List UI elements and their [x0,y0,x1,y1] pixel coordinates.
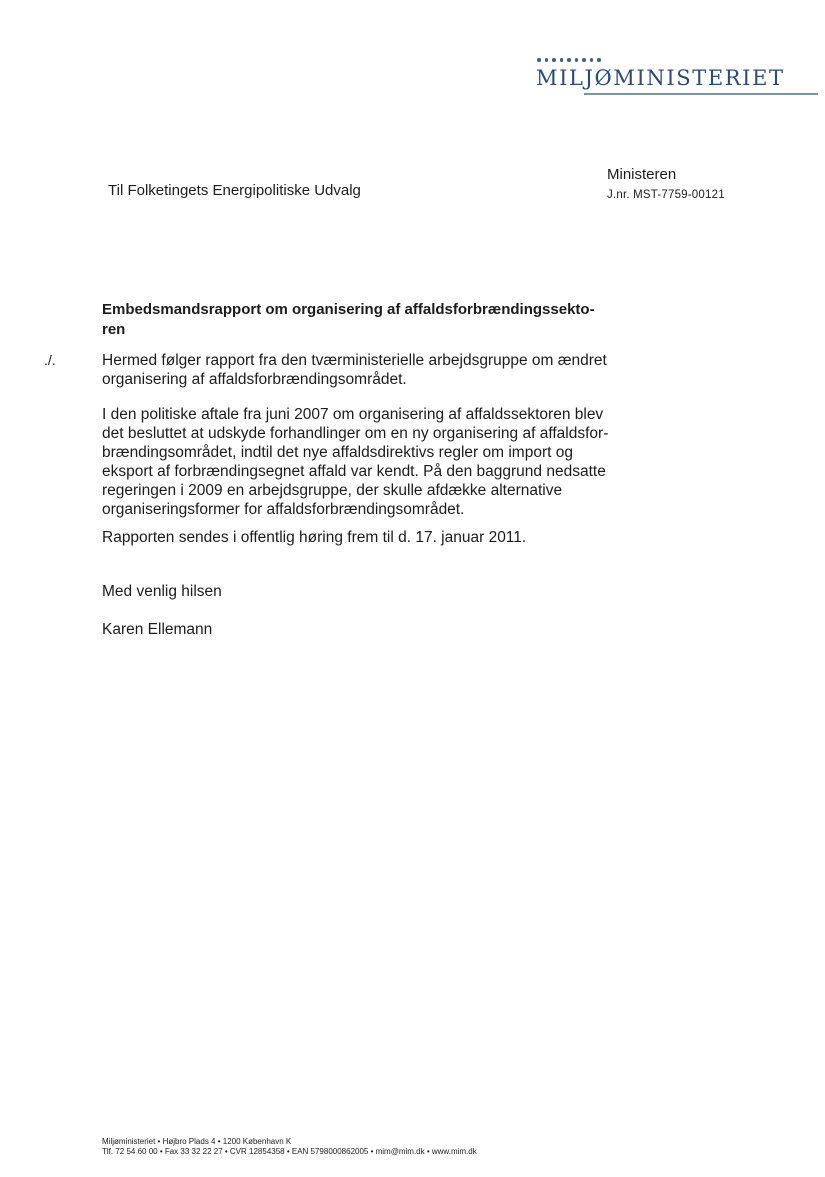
ministry-logo [536,58,785,95]
letter-subject: Embedsmandsrapport om organisering af affaldsforbrændingssekto-ren [102,301,595,338]
logo-wordmark: MILJØMINISTERIET [536,66,785,90]
journal-number: J.nr. MST-7759-00121 [607,189,725,201]
attachment-mark: ./. [44,352,56,368]
sender-title: Ministeren [607,166,677,183]
paragraph-background: I den politiske aftale fra juni 2007 om organisering af affaldssektoren blev det besluttet at udskyde forhandlinger om en ny organisering af affaldsfor-brændingsområdet, indtil det nye affaldsdirektivs regler om import og eksport af forbrændingsegnet affald var kendt. På den baggrund nedsatte regeringen i 2009 en arbejdsgruppe, der skulle afdække alternative organiseringsformer for affaldsforbrændingsområdet. [102,406,609,518]
logo-dots [537,58,774,64]
recipient-line: Til Folketingets Energipolitiske Udvalg [108,182,361,199]
footer-address: Miljøministeriet • Højbro Plads 4 • 1200 København K [102,1137,292,1146]
footer-contact: Tlf. 72 54 60 00 • Fax 33 32 22 27 • CVR 12854358 • EAN 5798000862005 • mim@mim.dk • www.mim.dk [102,1147,477,1156]
signature-name: Karen Ellemann [102,621,213,638]
logo-underline [584,93,818,95]
paragraph-hearing: Rapporten sendes i offentlig høring frem til d. 17. januar 2011. [102,529,527,546]
sender-block [607,166,725,201]
letter-footer [102,1137,477,1157]
paragraph-intro: Hermed følger rapport fra den tværministerielle arbejdsgruppe om ændret organisering af affaldsforbrændingsområdet. [102,352,607,388]
closing-phrase: Med venlig hilsen [102,583,222,600]
